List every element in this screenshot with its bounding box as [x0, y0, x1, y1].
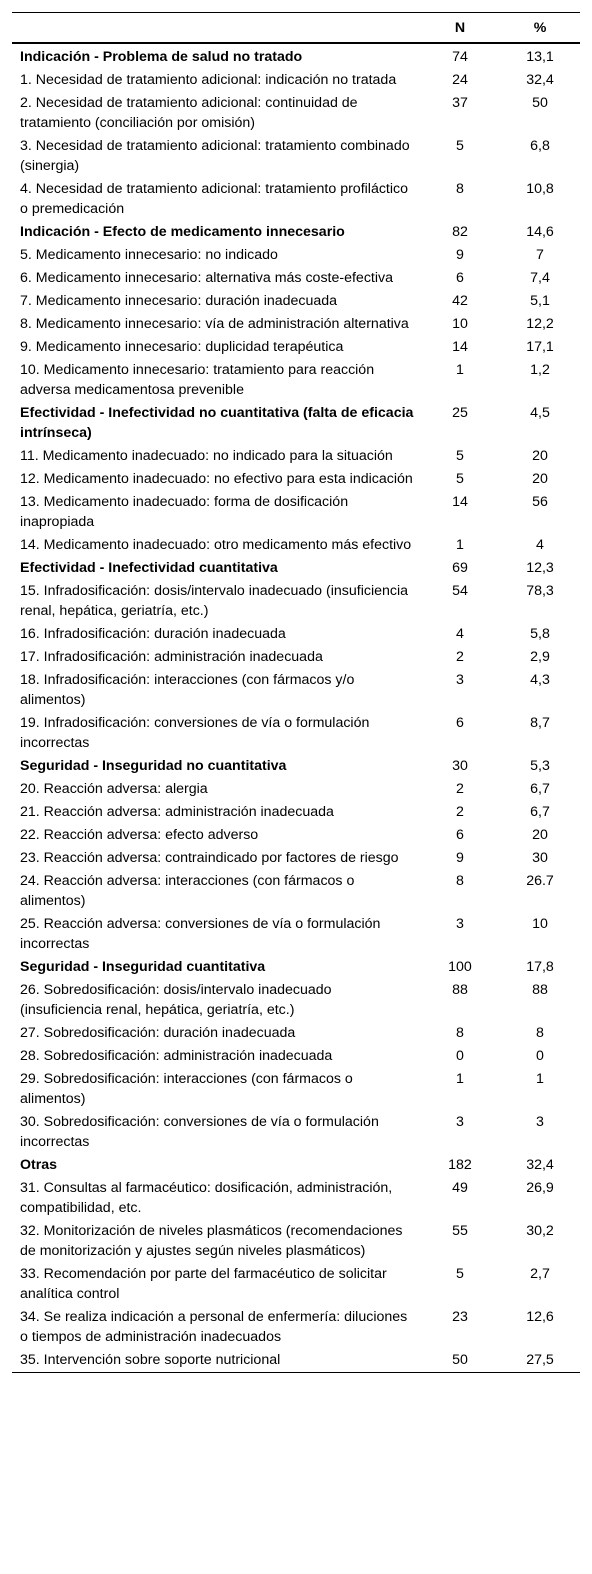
row-description: Otras: [20, 1157, 58, 1173]
row-description: 3. Necesidad de tratamiento adicional: tratamiento combinado (sinergia): [20, 138, 410, 174]
row-n-value: 54: [452, 583, 468, 599]
row-description: 5. Medicamento innecesario: no indicado: [20, 247, 278, 263]
row-description: 30. Sobredosificación: conversiones de vía o formulación incorrectas: [20, 1114, 379, 1150]
row-description: 16. Infradosificación: duración inadecuada: [20, 626, 286, 642]
row-percent-value: 8: [536, 1025, 544, 1041]
row-n-value: 6: [456, 827, 464, 843]
table-row: [12, 1349, 580, 1373]
table-row: [12, 712, 580, 755]
row-percent-value: 17,8: [526, 959, 554, 975]
row-percent-value: 4,5: [530, 405, 550, 421]
row-n-value: 88: [452, 982, 468, 998]
table-row: [12, 1111, 580, 1154]
row-n-value: 5: [456, 1266, 464, 1282]
row-n-value: 5: [456, 471, 464, 487]
row-n-value: 9: [456, 247, 464, 263]
row-description: 10. Medicamento innecesario: tratamiento para reacción adversa medicamentosa prevenible: [20, 362, 375, 398]
table-row: [12, 870, 580, 913]
row-description: 19. Infradosificación: conversiones de vía o formulación incorrectas: [20, 715, 370, 751]
row-description: Efectividad - Inefectividad cuantitativa: [20, 560, 278, 576]
row-percent-value: 0: [536, 1048, 544, 1064]
row-percent-value: 78,3: [526, 583, 554, 599]
row-percent-value: 88: [532, 982, 548, 998]
row-percent-value: 10: [532, 916, 548, 932]
row-n-value: 14: [452, 494, 468, 510]
table-row: [12, 1045, 580, 1068]
row-description: 26. Sobredosificación: dosis/intervalo inadecuado (insuficiencia renal, hepática, geriatría, etc.): [20, 982, 332, 1018]
row-n-value: 8: [456, 873, 464, 889]
row-description: Indicación - Efecto de medicamento innecesario: [20, 224, 345, 240]
row-description: 27. Sobredosificación: duración inadecuada: [20, 1025, 296, 1041]
table-row: [12, 1068, 580, 1111]
row-description: 4. Necesidad de tratamiento adicional: tratamiento profiláctico o premedicación: [20, 181, 409, 217]
row-n-value: 3: [456, 916, 464, 932]
table-row: [12, 92, 580, 135]
row-description: 9. Medicamento innecesario: duplicidad terapéutica: [20, 339, 344, 355]
row-percent-value: 32,4: [526, 1157, 554, 1173]
table-row: [12, 1220, 580, 1263]
table-row: [12, 778, 580, 801]
table-row: [12, 178, 580, 221]
row-description: 32. Monitorización de niveles plasmáticos (recomendaciones de monitorización y ajustes según niveles plasmáticos): [20, 1223, 403, 1259]
row-percent-value: 4,3: [530, 672, 550, 688]
row-n-value: 37: [452, 95, 468, 111]
table-row: [12, 824, 580, 847]
row-percent-value: 20: [532, 471, 548, 487]
category-row: [12, 43, 580, 69]
table-row: [12, 135, 580, 178]
row-n-value: 42: [452, 293, 468, 309]
row-percent-value: 17,1: [526, 339, 554, 355]
table-row: [12, 244, 580, 267]
row-percent-value: 3: [536, 1114, 544, 1130]
table-row: [12, 1263, 580, 1306]
row-n-value: 6: [456, 270, 464, 286]
row-n-value: 50: [452, 1352, 468, 1368]
row-percent-value: 8,7: [530, 715, 550, 731]
table-row: [12, 913, 580, 956]
table-body: [12, 43, 580, 1373]
row-description: 35. Intervención sobre soporte nutricional: [20, 1352, 281, 1368]
row-n-value: 8: [456, 181, 464, 197]
row-description: 18. Infradosificación: interacciones (con fármacos y/o alimentos): [20, 672, 355, 708]
row-percent-value: 20: [532, 448, 548, 464]
row-percent-value: 30: [532, 850, 548, 866]
row-description: 12. Medicamento inadecuado: no efectivo para esta indicación: [20, 471, 413, 487]
table-row: [12, 267, 580, 290]
row-percent-value: 7: [536, 247, 544, 263]
row-description: 21. Reacción adversa: administración inadecuada: [20, 804, 334, 820]
row-n-value: 2: [456, 649, 464, 665]
row-n-value: 5: [456, 138, 464, 154]
category-row: [12, 755, 580, 778]
row-n-value: 10: [452, 316, 468, 332]
row-description: 11. Medicamento inadecuado: no indicado para la situación: [20, 448, 393, 464]
table-row: [12, 669, 580, 712]
table-row: [12, 979, 580, 1022]
table-row: [12, 646, 580, 669]
row-n-value: 14: [452, 339, 468, 355]
row-n-value: 0: [456, 1048, 464, 1064]
row-percent-value: 6,7: [530, 781, 550, 797]
row-description: 24. Reacción adversa: interacciones (con fármacos o alimentos): [20, 873, 355, 909]
row-percent-value: 2,9: [530, 649, 550, 665]
category-row: [12, 221, 580, 244]
row-percent-value: 6,8: [530, 138, 550, 154]
table-header: [12, 13, 580, 44]
row-percent-value: 5,1: [530, 293, 550, 309]
row-n-value: 82: [452, 224, 468, 240]
row-n-value: 49: [452, 1180, 468, 1196]
row-n-value: 4: [456, 626, 464, 642]
row-percent-value: 7,4: [530, 270, 550, 286]
row-n-value: 2: [456, 804, 464, 820]
table-row: [12, 69, 580, 92]
row-n-value: 1: [456, 1071, 464, 1087]
row-description: 7. Medicamento innecesario: duración inadecuada: [20, 293, 338, 309]
row-description: 6. Medicamento innecesario: alternativa más coste-efectiva: [20, 270, 393, 286]
row-n-value: 9: [456, 850, 464, 866]
row-description: 1. Necesidad de tratamiento adicional: indicación no tratada: [20, 72, 397, 88]
row-percent-value: 2,7: [530, 1266, 550, 1282]
row-description: 14. Medicamento inadecuado: otro medicamento más efectivo: [20, 537, 412, 553]
table-row: [12, 623, 580, 646]
row-description: 28. Sobredosificación: administración inadecuada: [20, 1048, 333, 1064]
row-percent-value: 12,3: [526, 560, 554, 576]
row-percent-value: 50: [532, 95, 548, 111]
table-container: [12, 12, 580, 1373]
row-percent-value: 26.7: [526, 873, 554, 889]
row-percent-value: 13,1: [526, 49, 554, 65]
table-row: [12, 491, 580, 534]
row-n-value: 100: [448, 959, 472, 975]
row-n-value: 1: [456, 537, 464, 553]
row-n-value: 23: [452, 1309, 468, 1325]
header-row: [12, 13, 580, 44]
row-percent-value: 14,6: [526, 224, 554, 240]
row-description: Indicación - Problema de salud no tratado: [20, 49, 303, 65]
row-n-value: 69: [452, 560, 468, 576]
row-percent-value: 5,3: [530, 758, 550, 774]
interventions-table: [12, 12, 580, 1373]
row-n-value: 8: [456, 1025, 464, 1041]
row-n-value: 55: [452, 1223, 468, 1239]
row-n-value: 3: [456, 1114, 464, 1130]
table-row: [12, 313, 580, 336]
row-n-value: 5: [456, 448, 464, 464]
table-row: [12, 468, 580, 491]
row-description: 34. Se realiza indicación a personal de enfermería: diluciones o tiempos de administración inadecuados: [20, 1309, 408, 1345]
header-description: [12, 13, 420, 44]
row-percent-value: 12,6: [526, 1309, 554, 1325]
row-percent-value: 20: [532, 827, 548, 843]
table-row: [12, 359, 580, 402]
table-row: [12, 801, 580, 824]
row-description: 20. Reacción adversa: alergia: [20, 781, 208, 797]
table-row: [12, 534, 580, 557]
row-description: 22. Reacción adversa: efecto adverso: [20, 827, 259, 843]
row-description: 17. Infradosificación: administración inadecuada: [20, 649, 323, 665]
row-percent-value: 1: [536, 1071, 544, 1087]
row-n-value: 24: [452, 72, 468, 88]
row-percent-value: 32,4: [526, 72, 554, 88]
row-description: 25. Reacción adversa: conversiones de vía o formulación incorrectas: [20, 916, 381, 952]
row-description: Seguridad - Inseguridad cuantitativa: [20, 959, 266, 975]
row-percent-value: 26,9: [526, 1180, 554, 1196]
row-percent-value: 5,8: [530, 626, 550, 642]
row-description: Seguridad - Inseguridad no cuantitativa: [20, 758, 287, 774]
table-row: [12, 1177, 580, 1220]
row-percent-value: 56: [532, 494, 548, 510]
row-percent-value: 12,2: [526, 316, 554, 332]
row-n-value: 182: [448, 1157, 472, 1173]
category-row: [12, 557, 580, 580]
row-n-value: 25: [452, 405, 468, 421]
header-n: N: [454, 19, 466, 36]
row-percent-value: 1,2: [530, 362, 550, 378]
row-percent-value: 27,5: [526, 1352, 554, 1368]
row-description: 31. Consultas al farmacéutico: dosificación, administración, compatibilidad, etc.: [20, 1180, 393, 1216]
table-row: [12, 580, 580, 623]
table-row: [12, 847, 580, 870]
table-row: [12, 1306, 580, 1349]
row-n-value: 74: [452, 49, 468, 65]
row-n-value: 2: [456, 781, 464, 797]
row-percent-value: 10,8: [526, 181, 554, 197]
row-description: 8. Medicamento innecesario: vía de administración alternativa: [20, 316, 409, 332]
row-n-value: 6: [456, 715, 464, 731]
row-n-value: 3: [456, 672, 464, 688]
category-row: [12, 1154, 580, 1177]
table-row: [12, 1022, 580, 1045]
row-description: 15. Infradosificación: dosis/intervalo inadecuado (insuficiencia renal, hepática, geriatría, etc.): [20, 583, 409, 619]
row-percent-value: 4: [536, 537, 544, 553]
row-description: 23. Reacción adversa: contraindicado por factores de riesgo: [20, 850, 399, 866]
row-n-value: 1: [456, 362, 464, 378]
row-description: 13. Medicamento inadecuado: forma de dosificación inapropiada: [20, 494, 349, 530]
table-row: [12, 290, 580, 313]
category-row: [12, 402, 580, 445]
row-percent-value: 30,2: [526, 1223, 554, 1239]
row-description: Efectividad - Inefectividad no cuantitativa (falta de eficacia intrínseca): [20, 405, 414, 441]
row-n-value: 30: [452, 758, 468, 774]
table-row: [12, 336, 580, 359]
row-description: 33. Recomendación por parte del farmacéutico de solicitar analítica control: [20, 1266, 387, 1302]
row-percent-value: 6,7: [530, 804, 550, 820]
table-row: [12, 445, 580, 468]
row-description: 2. Necesidad de tratamiento adicional: continuidad de tratamiento (conciliación por omisión): [20, 95, 358, 131]
category-row: [12, 956, 580, 979]
row-description: 29. Sobredosificación: interacciones (con fármacos o alimentos): [20, 1071, 353, 1107]
header-percent: %: [533, 19, 547, 36]
